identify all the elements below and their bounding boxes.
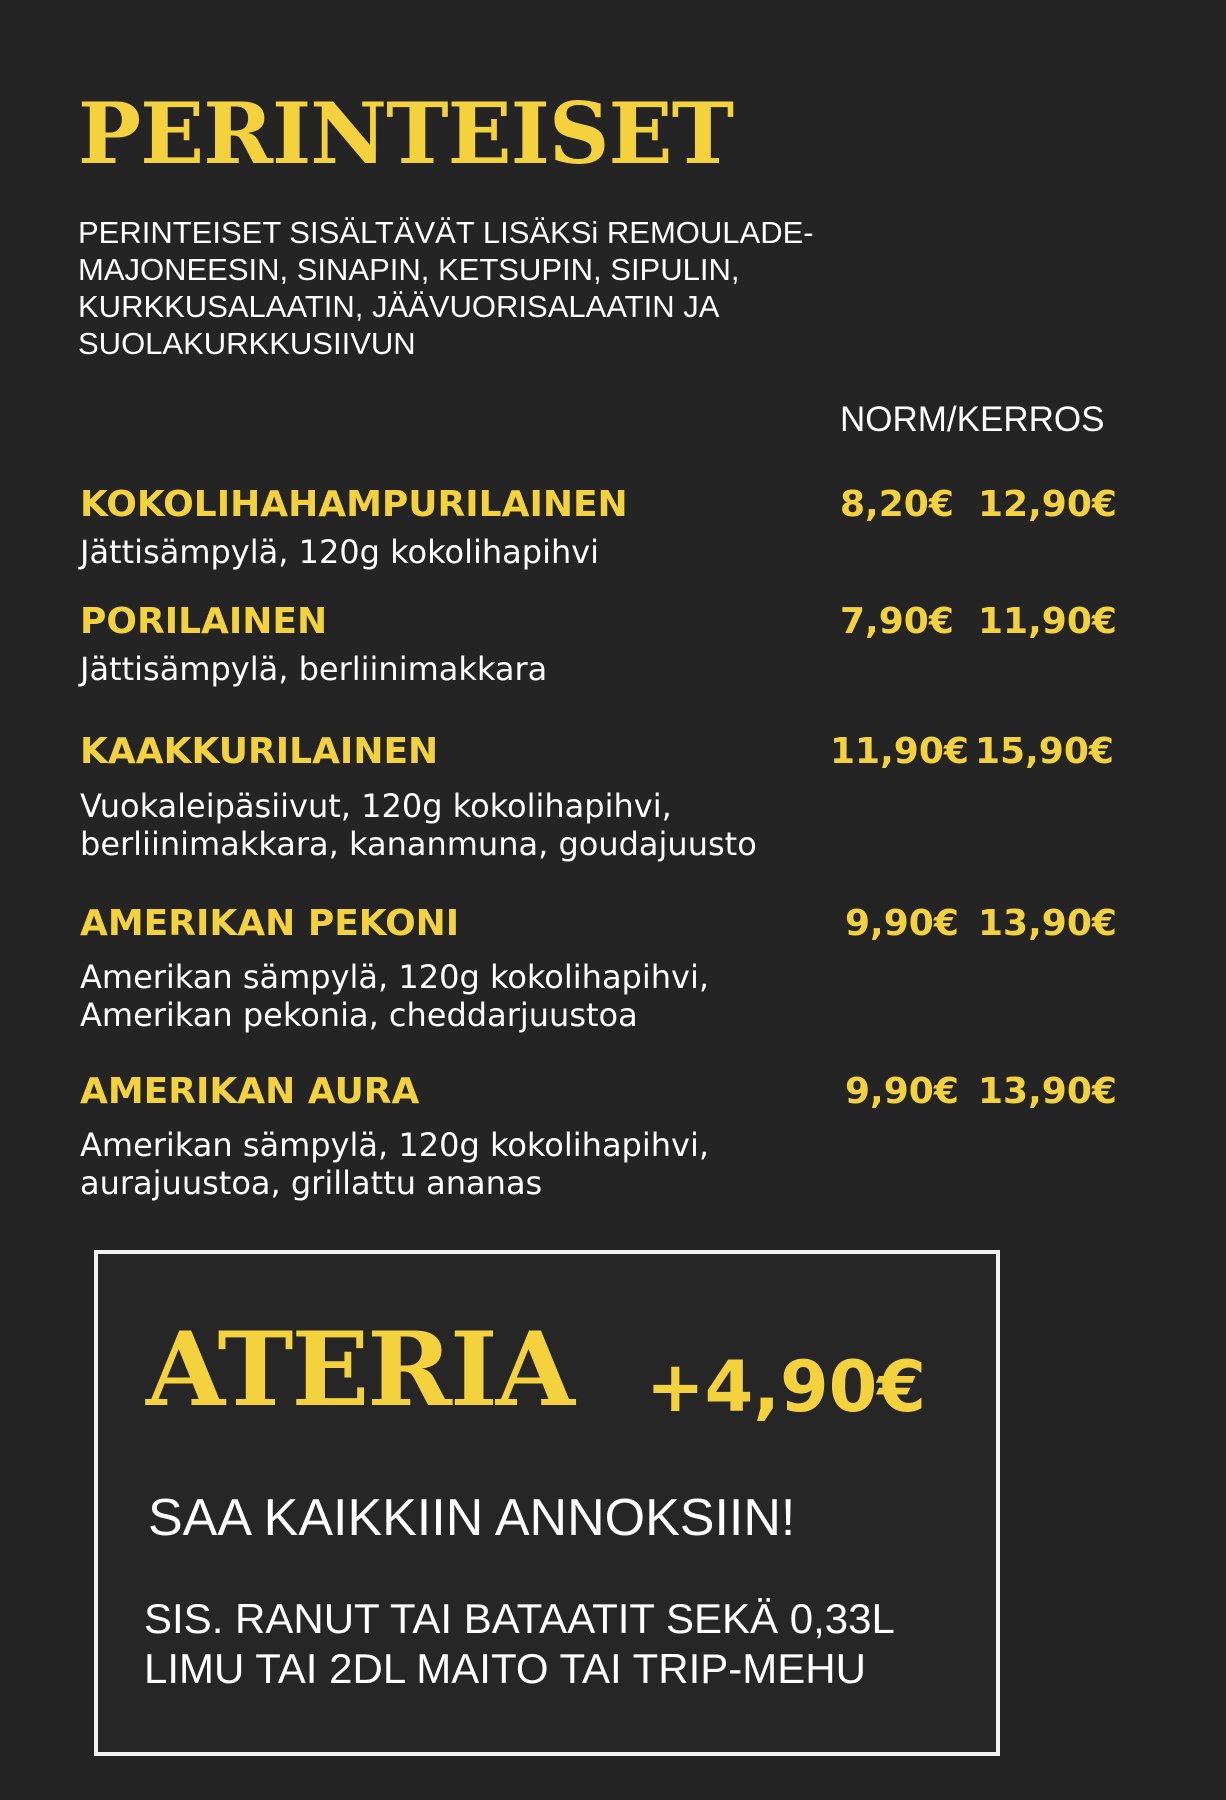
price-norm: 9,90€: [845, 903, 959, 944]
menu-item-name: KAAKKURILAINEN: [80, 731, 439, 772]
price-columns-label: NORM/KERROS: [840, 400, 1105, 439]
menu-item-description: Vuokaleipäsiivut, 120g kokolihapihvi, berliinimakkara, kananmuna, goudajuusto: [80, 787, 757, 863]
menu-item-description: Jättisämpylä, 120g kokolihapihvi: [80, 533, 600, 571]
menu-item-description: Jättisämpylä, berliinimakkara: [80, 650, 548, 688]
menu-item-description: Amerikan sämpylä, 120g kokolihapihvi, Amerikan pekonia, cheddarjuustoa: [80, 958, 710, 1034]
meal-details: SIS. RANUT TAI BATAATIT SEKÄ 0,33L LIMU TAI 2DL MAITO TAI TRIP-MEHU: [144, 1595, 894, 1692]
price-norm: 9,90€: [845, 1071, 959, 1112]
meal-price: +4,90€: [646, 1346, 927, 1428]
meal-offer-box: [94, 1250, 1000, 1756]
meal-title: ATERIA: [146, 1310, 573, 1430]
price-norm: 7,90€: [840, 601, 954, 642]
menu-item-name: PORILAINEN: [80, 601, 328, 642]
menu-item-description: Amerikan sämpylä, 120g kokolihapihvi, aurajuustoa, grillattu ananas: [80, 1126, 710, 1202]
price-kerros: 12,90€: [978, 484, 1117, 525]
intro-text: PERINTEISET SISÄLTÄVÄT LISÄKSi REMOULADE-MAJONEESIN, SINAPIN, KETSUPIN, SIPULIN, KURKKUSALAATIN, JÄÄVUORISALAATIN JA SUOLAKURKKUSIIVUN: [78, 215, 814, 361]
price-kerros: 11,90€: [978, 601, 1117, 642]
page-title: PERINTEISET: [78, 84, 734, 183]
meal-tagline: SAA KAIKKIIN ANNOKSIIN!: [148, 1489, 796, 1547]
price-norm: 11,90€: [830, 731, 969, 772]
menu-item-name: AMERIKAN AURA: [80, 1071, 420, 1112]
menu-item-name: AMERIKAN PEKONI: [80, 903, 460, 944]
menu-item-name: KOKOLIHAHAMPURILAINEN: [80, 484, 628, 525]
price-kerros: 15,90€: [975, 731, 1114, 772]
price-norm: 8,20€: [840, 484, 954, 525]
price-kerros: 13,90€: [978, 903, 1117, 944]
price-kerros: 13,90€: [978, 1071, 1117, 1112]
